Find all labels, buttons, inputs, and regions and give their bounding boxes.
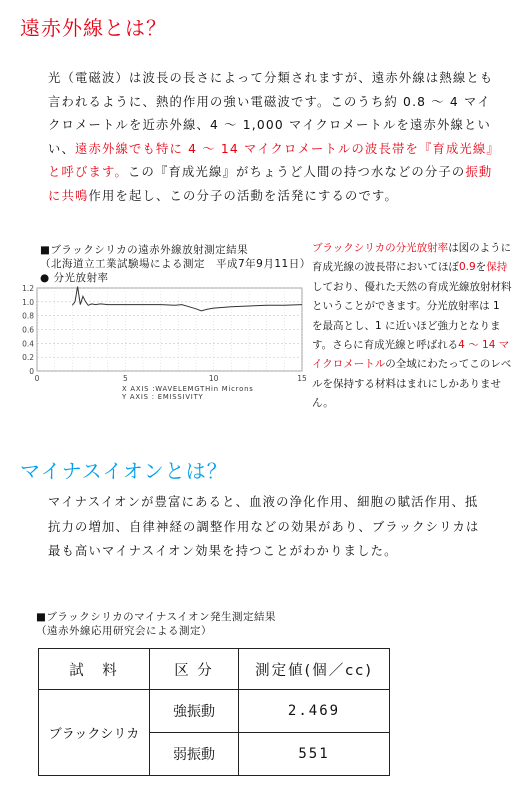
y-tick-label: 0.8 [22, 311, 34, 321]
category-cell: 弱振動 [150, 733, 239, 776]
y-axis-label: Y AXIS : EMISSIVITY [122, 393, 204, 401]
y-tick-label: 0.4 [22, 339, 34, 349]
chart-caption-line1: ■ブラックシリカの遠赤外線放射測定結果 [40, 244, 249, 256]
table-caption-line2: （遠赤外線応用研究会による測定） [36, 625, 212, 637]
header-category: 区 分 [150, 649, 239, 690]
y-tick-label: 0.6 [22, 325, 34, 335]
y-tick-label: 1.2 [22, 284, 34, 293]
section-title-far-infrared: 遠赤外線とは？ [20, 16, 167, 40]
highlight-text: 4 ～ 14 マイクロメートル [312, 339, 510, 371]
value-cell: 551 [239, 733, 390, 776]
category-cell: 強振動 [150, 690, 239, 733]
body-text: しており、優れた天然の育成光線放射材料ということができます。分光放射率は 1 を最高とし、1 に近いほど強力となります。さらに育成光線と呼ばれる [312, 280, 512, 352]
x-tick-label: 0 [34, 374, 40, 383]
chart-caption-line2: （北海道立工業試験場による測定 平成7年9月11日） [40, 258, 311, 270]
emissivity-explanation [312, 239, 512, 414]
highlight-text: 遠赤外線でも特に 4 ～ 14 マイクロメートルの波長帯を『育成光線』と呼びます。 [48, 141, 500, 179]
emissivity-chart [12, 283, 308, 403]
y-tick-label: 0 [29, 367, 34, 376]
table-caption-line1: ■ブラックシリカのマイナスイオン発生測定結果 [36, 611, 276, 623]
highlight-text: 振動に共鳴 [48, 165, 493, 203]
y-tick-label: 1.0 [22, 297, 34, 307]
body-text: は図のように育成光線の波長帯においてほぼ [312, 242, 512, 274]
far-infrared-paragraph [48, 67, 500, 208]
y-tick-label: 0.2 [22, 353, 34, 363]
header-value: 測定値(個／cc) [239, 649, 390, 690]
body-text: 光（電磁波）は波長の長さによって分類されますが、遠赤外線は熱線とも言われるように、熱的作用の強い電磁波です。このうち約 0.8 ～ 4 マイクロメートルを近赤外線、4 ～ 1,000 マイクロメートルを遠赤外線といい、 [48, 71, 494, 156]
body-text: 作用を起し、この分子の活動を活発にするのです。 [88, 188, 398, 203]
negative-ion-table [38, 648, 390, 776]
negative-ion-paragraph: マイナスイオンが豊富にあると、血液の浄化作用、細胞の賦活作用、抵抗力の増加、自律神経の調整作用などの効果があり、ブラックシリカは最も高いマイナスイオン効果を持つことがわかりました。 [48, 495, 480, 558]
highlight-text: 保持 [486, 261, 508, 274]
chart-caption-line3: ● 分光放射率 [40, 272, 109, 284]
table-caption [36, 610, 276, 638]
sample-name-cell: ブラックシリカ [39, 690, 150, 776]
x-axis-label: X AXIS :WAVELEMGTHin Microns [122, 385, 254, 393]
table-header-row [39, 649, 390, 690]
table-row [39, 690, 390, 733]
x-tick-label: 5 [122, 374, 128, 383]
body-text: を [475, 261, 487, 274]
body-text: この『育成光線』がちょうど人間の持つ水などの分子の [128, 165, 466, 179]
x-tick-label: 10 [208, 374, 219, 383]
body-text: の全域にわたってこのレベルを保持する材料はまれにしかありません。 [312, 358, 512, 410]
x-tick-label: 15 [297, 374, 307, 383]
header-sample: 試 料 [39, 649, 150, 690]
highlight-text: 0.9 [459, 261, 476, 274]
value-cell: 2.469 [239, 690, 390, 733]
highlight-text: ブラックシリカの分光放射率 [312, 242, 449, 254]
chart-caption [40, 243, 311, 285]
section-title-negative-ion: マイナスイオンとは？ [20, 459, 228, 483]
emissivity-series-line [72, 287, 302, 311]
